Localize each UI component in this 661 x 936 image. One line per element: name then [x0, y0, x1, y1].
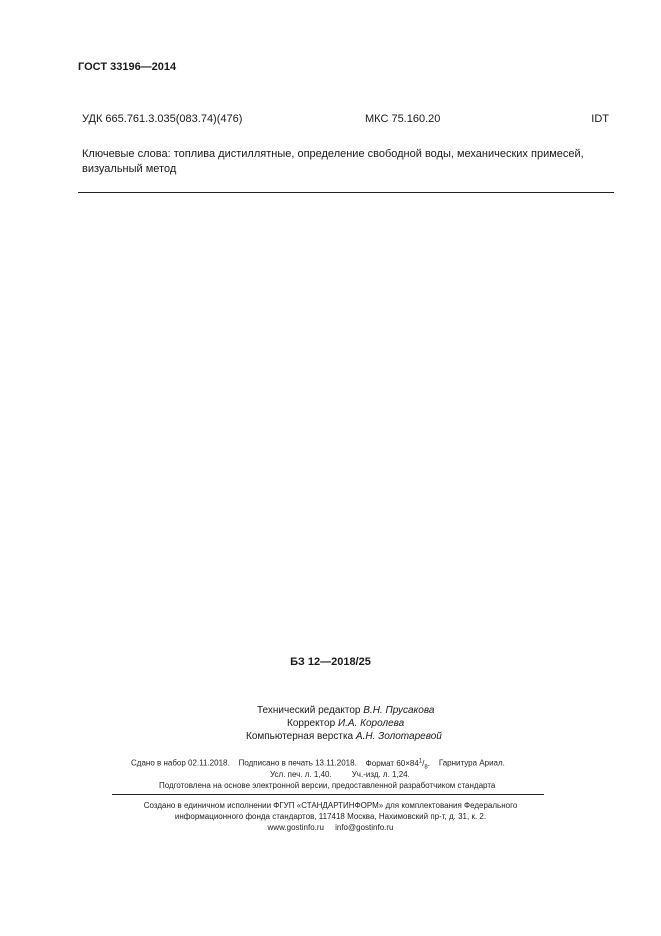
idt-label: IDT — [591, 113, 609, 125]
editor-name: В.Н. Прусакова — [363, 705, 435, 716]
divider-bottom — [112, 794, 544, 795]
print-info-line-2 — [270, 770, 410, 779]
printed-sheets: Усл. печ. л. 1,40. — [270, 770, 332, 779]
website-link[interactable]: www.gostinfo.ru — [267, 823, 324, 832]
keywords-paragraph: Ключевые слова: топлива дистиллятные, определение свободной воды, механических примесей, визуальный метод — [82, 148, 584, 175]
mks-code: МКС 75.160.20 — [365, 113, 441, 125]
divider-top — [78, 192, 614, 193]
publisher-line-1: Создано в единичном исполнении ФГУП «СТАНДАРТИНФОРМ» для комплектования Федерального — [143, 801, 518, 810]
layout-name: А.Н. Золотаревой — [355, 731, 442, 742]
publisher-contacts — [0, 823, 661, 832]
corrector-label: Корректор — [287, 718, 336, 729]
typeface-info: Гарнитура Ариал. — [438, 758, 505, 768]
print-info-line-1 — [131, 758, 505, 770]
editor-line — [257, 705, 434, 716]
prepared-note: Подготовлена на основе электронной версии, предоставленной разработчиком стандарта — [159, 781, 496, 790]
signed-date: Подписано в печать 13.11.2018. — [238, 758, 357, 768]
editor-label: Технический редактор — [257, 705, 361, 716]
document-code: ГОСТ 33196—2014 — [78, 61, 177, 73]
format-info: Формат $60\times 84^1/_8$. — [365, 758, 430, 771]
publisher-sheets: Уч.-изд. л. 1,24. — [351, 770, 410, 779]
layout-line — [246, 731, 442, 742]
submitted-date: Сдано в набор 02.11.2018. — [131, 758, 230, 768]
email-link[interactable]: info@gostinfo.ru — [335, 823, 394, 832]
corrector-name: И.А. Королева — [337, 718, 405, 729]
bz-number: БЗ 12—2018/25 — [290, 656, 371, 668]
corrector-line — [287, 718, 404, 729]
udk-code: УДК 665.761.3.035(083.74)(476) — [82, 113, 243, 125]
layout-label: Компьютерная верстка — [246, 731, 354, 742]
classification-row — [82, 113, 609, 127]
publisher-line-2: информационного фонда стандартов, 117418 Москва, Нахимовский пр-т, д. 31, к. 2. — [174, 812, 487, 821]
